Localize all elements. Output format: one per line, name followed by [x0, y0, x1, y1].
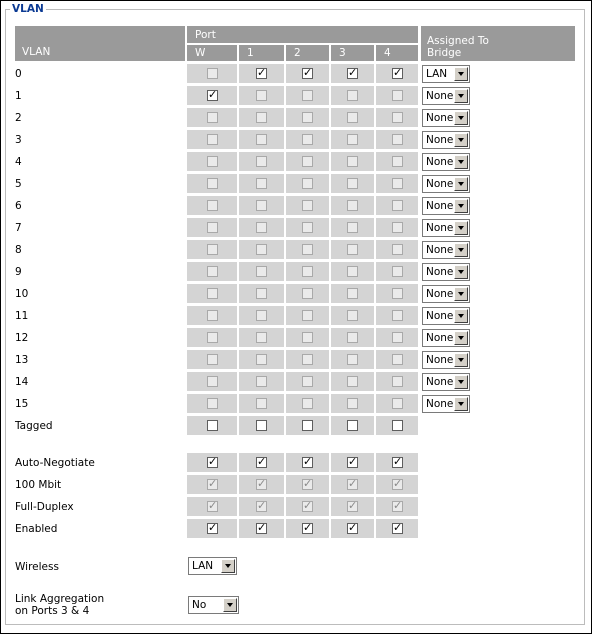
- wireless-select[interactable]: [188, 557, 237, 575]
- chevron-down-icon[interactable]: [454, 155, 468, 169]
- vlan-row-label: 10: [15, 288, 29, 300]
- port-checkbox: [207, 376, 218, 387]
- vlan-row-label: 5: [15, 178, 22, 190]
- bridge-select[interactable]: [422, 373, 470, 391]
- chevron-down-icon[interactable]: [454, 111, 468, 125]
- bridge-select-value: None: [426, 376, 454, 388]
- vlan-row-label: 0: [15, 68, 22, 80]
- port-checkbox[interactable]: [207, 420, 218, 431]
- chevron-down-icon[interactable]: [454, 133, 468, 147]
- port-checkbox[interactable]: [392, 457, 403, 468]
- port-checkbox: [392, 332, 403, 343]
- vlan-header-label: VLAN: [22, 46, 51, 58]
- port-checkbox: [302, 310, 313, 321]
- bridge-select-value: None: [426, 266, 454, 278]
- vlan-row-label: 11: [15, 310, 29, 322]
- port-checkbox[interactable]: [256, 523, 267, 534]
- port-checkbox: [347, 398, 358, 409]
- port-checkbox: [347, 178, 358, 189]
- port-checkbox[interactable]: [302, 420, 313, 431]
- port-checkbox: [302, 398, 313, 409]
- vlan-row-label: 3: [15, 134, 22, 146]
- port-checkbox: [302, 134, 313, 145]
- port-checkbox: [302, 479, 313, 490]
- vlan-row-label: 13: [15, 354, 29, 366]
- bridge-select-value: None: [426, 178, 454, 190]
- chevron-down-icon[interactable]: [454, 353, 468, 367]
- chevron-down-icon[interactable]: [454, 89, 468, 103]
- port-checkbox: [392, 479, 403, 490]
- port-checkbox: [347, 354, 358, 365]
- port-checkbox: [302, 288, 313, 299]
- chevron-down-icon[interactable]: [454, 221, 468, 235]
- port-checkbox: [256, 398, 267, 409]
- bridge-select-value: None: [426, 332, 454, 344]
- bridge-select-value: None: [426, 310, 454, 322]
- bridge-select-value: None: [426, 156, 454, 168]
- port-checkbox: [256, 178, 267, 189]
- port-checkbox: [392, 266, 403, 277]
- bridge-select-value: None: [426, 244, 454, 256]
- port-checkbox: [347, 479, 358, 490]
- vlan-row-label: 14: [15, 376, 29, 388]
- port-checkbox: [256, 332, 267, 343]
- port-checkbox[interactable]: [392, 68, 403, 79]
- port-checkbox: [347, 266, 358, 277]
- port-setting-row-label: Enabled: [15, 523, 58, 535]
- port-checkbox: [392, 398, 403, 409]
- bridge-select[interactable]: [422, 65, 470, 83]
- port-checkbox[interactable]: [256, 420, 267, 431]
- bridge-select[interactable]: [422, 197, 470, 215]
- port-checkbox: [207, 310, 218, 321]
- bridge-select-value: None: [426, 134, 454, 146]
- port-checkbox: [302, 112, 313, 123]
- port-checkbox: [392, 354, 403, 365]
- port-checkbox: [207, 68, 218, 79]
- port-checkbox: [207, 222, 218, 233]
- tagged-row-label: Tagged: [15, 420, 53, 432]
- vlan-row-label: 8: [15, 244, 22, 256]
- chevron-down-icon[interactable]: [221, 559, 235, 573]
- wireless-label: Wireless: [15, 561, 59, 573]
- bridge-select[interactable]: [422, 395, 470, 413]
- port-checkbox: [347, 501, 358, 512]
- port-column-label: 2: [294, 47, 301, 59]
- port-checkbox[interactable]: [347, 68, 358, 79]
- port-checkbox[interactable]: [256, 68, 267, 79]
- bridge-select-value: None: [426, 222, 454, 234]
- section-title: VLAN: [12, 3, 44, 15]
- port-checkbox: [392, 90, 403, 101]
- link-aggregation-label-line2: on Ports 3 & 4: [15, 605, 90, 617]
- port-checkbox: [347, 134, 358, 145]
- port-checkbox: [392, 376, 403, 387]
- bridge-select[interactable]: [422, 219, 470, 237]
- vlan-row-label: 6: [15, 200, 22, 212]
- port-column-header: [239, 45, 284, 61]
- port-checkbox: [302, 244, 313, 255]
- bridge-select[interactable]: [422, 109, 470, 127]
- assigned-bridge-header: [421, 26, 575, 61]
- chevron-down-icon[interactable]: [454, 265, 468, 279]
- port-checkbox: [347, 222, 358, 233]
- bridge-select[interactable]: [422, 329, 470, 347]
- port-checkbox: [347, 90, 358, 101]
- port-setting-row-label: Auto-Negotiate: [15, 457, 95, 469]
- port-checkbox: [256, 288, 267, 299]
- vlan-row-label: 4: [15, 156, 22, 168]
- bridge-select-value: LAN: [426, 68, 448, 80]
- port-checkbox: [347, 244, 358, 255]
- port-checkbox: [302, 266, 313, 277]
- port-checkbox: [256, 376, 267, 387]
- port-checkbox: [256, 134, 267, 145]
- wireless-select-value: LAN: [192, 560, 214, 572]
- port-checkbox: [256, 479, 267, 490]
- port-checkbox: [347, 310, 358, 321]
- port-column-label: 1: [247, 47, 254, 59]
- port-checkbox: [207, 156, 218, 167]
- port-checkbox: [256, 310, 267, 321]
- port-checkbox[interactable]: [392, 420, 403, 431]
- bridge-select[interactable]: [422, 87, 470, 105]
- bridge-select[interactable]: [422, 131, 470, 149]
- chevron-down-icon[interactable]: [454, 67, 468, 81]
- port-checkbox: [302, 332, 313, 343]
- port-checkbox: [256, 90, 267, 101]
- port-checkbox[interactable]: [207, 90, 218, 101]
- port-checkbox: [256, 200, 267, 211]
- port-checkbox: [392, 156, 403, 167]
- bridge-select-value: None: [426, 200, 454, 212]
- port-checkbox[interactable]: [392, 523, 403, 534]
- port-checkbox: [302, 376, 313, 387]
- chevron-down-icon[interactable]: [223, 598, 237, 612]
- port-checkbox: [302, 222, 313, 233]
- port-checkbox: [392, 310, 403, 321]
- link-aggregation-select[interactable]: [188, 596, 239, 614]
- port-checkbox: [392, 244, 403, 255]
- port-checkbox: [207, 479, 218, 490]
- port-checkbox: [207, 288, 218, 299]
- bridge-select-value: None: [426, 90, 454, 102]
- port-checkbox: [256, 266, 267, 277]
- chevron-down-icon[interactable]: [454, 331, 468, 345]
- port-checkbox: [207, 178, 218, 189]
- port-checkbox[interactable]: [347, 457, 358, 468]
- chevron-down-icon[interactable]: [454, 397, 468, 411]
- bridge-select-value: None: [426, 288, 454, 300]
- link-aggregation-select-value: No: [192, 599, 207, 611]
- port-checkbox: [347, 200, 358, 211]
- bridge-select[interactable]: [422, 175, 470, 193]
- port-column-label: 3: [339, 47, 346, 59]
- port-column-header: [331, 45, 374, 61]
- port-checkbox: [302, 90, 313, 101]
- bridge-select[interactable]: [422, 285, 470, 303]
- vlan-row-label: 9: [15, 266, 22, 278]
- chevron-down-icon[interactable]: [454, 287, 468, 301]
- port-checkbox[interactable]: [256, 457, 267, 468]
- port-checkbox: [256, 112, 267, 123]
- port-checkbox: [347, 332, 358, 343]
- port-checkbox[interactable]: [207, 457, 218, 468]
- port-column-label: W: [195, 47, 206, 59]
- port-checkbox: [207, 112, 218, 123]
- port-checkbox: [256, 156, 267, 167]
- bridge-select-value: None: [426, 354, 454, 366]
- port-checkbox: [347, 288, 358, 299]
- port-checkbox: [207, 398, 218, 409]
- port-checkbox: [347, 376, 358, 387]
- port-checkbox: [392, 178, 403, 189]
- port-checkbox: [392, 501, 403, 512]
- bridge-select-value: None: [426, 398, 454, 410]
- port-header-label: Port: [195, 29, 216, 41]
- bridge-select[interactable]: [422, 351, 470, 369]
- chevron-down-icon[interactable]: [454, 177, 468, 191]
- port-checkbox: [302, 156, 313, 167]
- port-checkbox: [392, 200, 403, 211]
- port-checkbox[interactable]: [302, 523, 313, 534]
- bridge-select[interactable]: [422, 153, 470, 171]
- port-checkbox: [347, 156, 358, 167]
- link-aggregation-label: Link Aggregation: [15, 593, 105, 605]
- port-checkbox[interactable]: [302, 457, 313, 468]
- bridge-select[interactable]: [422, 307, 470, 325]
- port-checkbox: [256, 244, 267, 255]
- port-checkbox: [207, 501, 218, 512]
- port-checkbox: [207, 332, 218, 343]
- port-group-header: [187, 26, 418, 43]
- port-checkbox: [392, 112, 403, 123]
- port-checkbox[interactable]: [207, 523, 218, 534]
- chevron-down-icon[interactable]: [454, 243, 468, 257]
- port-checkbox: [207, 134, 218, 145]
- port-checkbox: [392, 134, 403, 145]
- port-checkbox: [207, 200, 218, 211]
- port-checkbox: [302, 200, 313, 211]
- port-checkbox: [256, 222, 267, 233]
- vlan-row-label: 2: [15, 112, 22, 124]
- port-checkbox: [302, 178, 313, 189]
- chevron-down-icon[interactable]: [454, 375, 468, 389]
- port-checkbox: [207, 244, 218, 255]
- vlan-row-label: 7: [15, 222, 22, 234]
- port-checkbox[interactable]: [347, 420, 358, 431]
- vlan-row-label: 1: [15, 90, 22, 102]
- port-checkbox[interactable]: [347, 523, 358, 534]
- port-column-header: [286, 45, 329, 61]
- port-checkbox: [302, 354, 313, 365]
- port-checkbox: [302, 501, 313, 512]
- port-checkbox: [256, 354, 267, 365]
- vlan-row-label: 15: [15, 398, 29, 410]
- port-setting-row-label: Full-Duplex: [15, 501, 74, 513]
- port-column-header: [187, 45, 237, 61]
- port-setting-row-label: 100 Mbit: [15, 479, 62, 491]
- chevron-down-icon[interactable]: [454, 199, 468, 213]
- chevron-down-icon[interactable]: [454, 309, 468, 323]
- vlan-column-header: [15, 26, 185, 61]
- port-checkbox: [256, 501, 267, 512]
- port-checkbox: [392, 288, 403, 299]
- port-checkbox: [207, 266, 218, 277]
- port-checkbox[interactable]: [302, 68, 313, 79]
- bridge-select-value: None: [426, 112, 454, 124]
- port-checkbox: [347, 112, 358, 123]
- port-checkbox: [207, 354, 218, 365]
- port-column-header: [376, 45, 418, 61]
- vlan-row-label: 12: [15, 332, 29, 344]
- bridge-select[interactable]: [422, 241, 470, 259]
- assigned-header-label: Assigned To Bridge: [427, 35, 489, 59]
- port-checkbox: [392, 222, 403, 233]
- bridge-select[interactable]: [422, 263, 470, 281]
- port-column-label: 4: [384, 47, 391, 59]
